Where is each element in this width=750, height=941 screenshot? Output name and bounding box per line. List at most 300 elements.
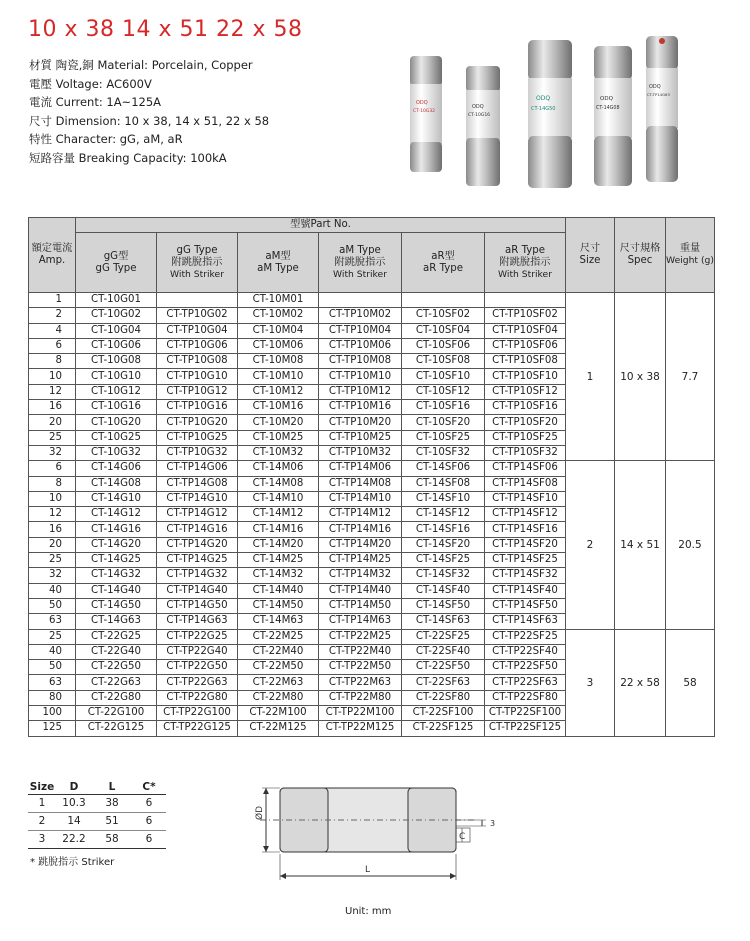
dim-row <box>28 831 166 849</box>
part-number-cell: CT-10M06 <box>238 338 319 353</box>
part-number-cell: CT-10M32 <box>238 445 319 460</box>
part-number-cell <box>157 293 238 308</box>
header-gg-striker-zh: 附跳脫指示 <box>171 256 223 268</box>
part-number-cell: CT-10M10 <box>238 369 319 384</box>
header-amp <box>29 218 76 293</box>
part-number-cell: CT-TP10SF16 <box>485 400 566 415</box>
dim-cell: 14 <box>56 813 92 831</box>
header-am-zh: aM型 <box>265 250 291 262</box>
part-number-cell: CT-22SF100 <box>402 706 485 721</box>
spec-cell: 10 x 38 <box>615 293 666 461</box>
part-number-cell: CT-14M40 <box>238 583 319 598</box>
header-am-striker-zh: 附跳脫指示 <box>334 256 386 268</box>
header-ar-en: aR Type <box>423 262 463 274</box>
part-number-cell: CT-10SF10 <box>402 369 485 384</box>
part-number-cell: CT-14G10 <box>76 491 157 506</box>
drawing-3-label: 3 <box>490 819 496 828</box>
fuse-1-brand: ODQ <box>416 100 428 106</box>
part-number-cell: CT-10SF12 <box>402 384 485 399</box>
table-row <box>29 293 715 308</box>
dim-cell: 3 <box>28 831 56 849</box>
part-number-cell: CT-10G02 <box>76 308 157 323</box>
part-number-cell: CT-22G80 <box>76 690 157 705</box>
part-number-cell: CT-TP10SF10 <box>485 369 566 384</box>
header-ar <box>402 233 485 293</box>
part-number-cell: CT-10G32 <box>76 445 157 460</box>
part-number-cell: CT-10M04 <box>238 323 319 338</box>
part-number-cell: CT-TP22M40 <box>319 644 402 659</box>
fuse-5 <box>646 36 678 182</box>
spec-material: 材質 陶瓷,銅 Material: Porcelain, Copper <box>29 58 253 72</box>
part-number-cell <box>402 293 485 308</box>
amp-cell: 2 <box>29 308 76 323</box>
part-number-cell: CT-TP14M08 <box>319 476 402 491</box>
amp-cell: 4 <box>29 323 76 338</box>
fuse-5-model: CT-TP14G63 <box>647 92 670 97</box>
table-row <box>29 461 715 476</box>
part-number-cell: CT-14M50 <box>238 598 319 613</box>
fuse-product-photo <box>404 36 704 196</box>
part-number-cell: CT-22M25 <box>238 629 319 644</box>
amp-cell: 16 <box>29 522 76 537</box>
part-number-cell: CT-14SF12 <box>402 507 485 522</box>
unit-label: Unit: mm <box>345 906 392 917</box>
part-number-cell: CT-10G16 <box>76 400 157 415</box>
header-ar-zh: aR型 <box>431 250 455 262</box>
part-number-cell: CT-22G125 <box>76 721 157 736</box>
part-number-cell: CT-TP10M12 <box>319 384 402 399</box>
dim-cell: 6 <box>132 831 166 849</box>
header-amp-zh: 額定電流 <box>31 243 73 254</box>
part-number-cell: CT-10SF06 <box>402 338 485 353</box>
part-number-cell: CT-14M06 <box>238 461 319 476</box>
part-number-cell: CT-TP10G10 <box>157 369 238 384</box>
part-number-cell: CT-TP14G50 <box>157 598 238 613</box>
part-number-cell: CT-22M100 <box>238 706 319 721</box>
amp-cell: 125 <box>29 721 76 736</box>
dim-row <box>28 795 166 813</box>
header-size-en: Size <box>579 255 601 266</box>
amp-cell: 80 <box>29 690 76 705</box>
part-number-cell: CT-TP22G100 <box>157 706 238 721</box>
fuse-2-brand: ODQ <box>472 104 484 110</box>
header-ar-striker-en: With Striker <box>498 268 552 280</box>
part-number-cell: CT-TP10G06 <box>157 338 238 353</box>
part-number-cell: CT-14SF06 <box>402 461 485 476</box>
part-number-cell: CT-14G20 <box>76 537 157 552</box>
part-number-cell: CT-TP14SF16 <box>485 522 566 537</box>
part-number-cell: CT-TP14G25 <box>157 553 238 568</box>
amp-cell: 12 <box>29 507 76 522</box>
part-number-cell: CT-10G12 <box>76 384 157 399</box>
part-number-cell: CT-14G40 <box>76 583 157 598</box>
part-number-cell: CT-14SF20 <box>402 537 485 552</box>
amp-cell: 8 <box>29 476 76 491</box>
header-gg-en: gG Type <box>95 262 137 274</box>
part-number-cell: CT-TP10G32 <box>157 445 238 460</box>
part-number-cell: CT-TP10SF04 <box>485 323 566 338</box>
header-am <box>238 233 319 293</box>
fuse-5-brand: ODQ <box>649 84 661 90</box>
amp-cell: 25 <box>29 553 76 568</box>
header-am-en: aM Type <box>257 262 299 274</box>
weight-cell: 20.5 <box>666 461 715 629</box>
fuse-1 <box>410 56 442 172</box>
part-number-cell: CT-22M80 <box>238 690 319 705</box>
part-number-cell: CT-22G50 <box>76 660 157 675</box>
part-number-cell: CT-10G25 <box>76 430 157 445</box>
part-number-cell: CT-10M02 <box>238 308 319 323</box>
part-number-cell: CT-14SF32 <box>402 568 485 583</box>
part-number-cell: CT-TP10M10 <box>319 369 402 384</box>
spec-cell: 14 x 51 <box>615 461 666 629</box>
part-number-cell: CT-14G08 <box>76 476 157 491</box>
fuse-3-brand: ODQ <box>536 95 551 102</box>
part-number-cell: CT-TP14SF32 <box>485 568 566 583</box>
part-number-cell <box>485 293 566 308</box>
part-number-cell: CT-TP10G25 <box>157 430 238 445</box>
header-amp-en: Amp. <box>38 255 66 266</box>
part-number-cell: CT-TP10SF20 <box>485 415 566 430</box>
part-number-cell: CT-10SF04 <box>402 323 485 338</box>
part-number-cell: CT-TP22G25 <box>157 629 238 644</box>
part-number-cell: CT-TP10M16 <box>319 400 402 415</box>
part-number-cell: CT-TP14M63 <box>319 614 402 629</box>
part-number-cell: CT-TP22M100 <box>319 706 402 721</box>
part-number-cell: CT-TP22SF100 <box>485 706 566 721</box>
part-number-cell: CT-14G32 <box>76 568 157 583</box>
drawing-c-label: C <box>459 832 466 842</box>
header-ar-striker-type: aR Type <box>505 244 545 256</box>
amp-cell: 63 <box>29 675 76 690</box>
fuse-dimension-drawing <box>240 780 520 890</box>
part-number-cell: CT-10G04 <box>76 323 157 338</box>
spec-dimension: 尺寸 Dimension: 10 x 38, 14 x 51, 22 x 58 <box>29 113 270 128</box>
part-number-cell: CT-22G100 <box>76 706 157 721</box>
header-size-zh: 尺寸 <box>579 243 601 254</box>
part-number-cell: CT-TP10M20 <box>319 415 402 430</box>
part-number-cell: CT-22G25 <box>76 629 157 644</box>
part-number-cell: CT-TP14M12 <box>319 507 402 522</box>
spec-cell: 22 x 58 <box>615 629 666 736</box>
header-gg-striker-type: gG Type <box>176 244 218 256</box>
part-number-cell: CT-TP14G20 <box>157 537 238 552</box>
part-number-cell: CT-10M25 <box>238 430 319 445</box>
part-number-cell: CT-10M08 <box>238 354 319 369</box>
header-ar-striker-zh: 附跳脫指示 <box>499 256 551 268</box>
part-number-cell: CT-TP14G40 <box>157 583 238 598</box>
fuse-4-model: CT-14G08 <box>596 106 620 111</box>
part-number-cell: CT-TP22G125 <box>157 721 238 736</box>
spec-character: 特性 Character: gG, aM, aR <box>29 132 183 147</box>
part-number-cell <box>319 293 402 308</box>
header-size <box>566 218 615 293</box>
part-number-cell: CT-TP10G08 <box>157 354 238 369</box>
part-number-cell: CT-TP10SF08 <box>485 354 566 369</box>
part-number-cell: CT-TP14SF20 <box>485 537 566 552</box>
amp-cell: 25 <box>29 430 76 445</box>
part-number-cell: CT-TP14SF12 <box>485 507 566 522</box>
part-number-cell: CT-TP22G80 <box>157 690 238 705</box>
part-number-cell: CT-TP10SF25 <box>485 430 566 445</box>
header-gg-striker-en: With Striker <box>170 268 224 280</box>
part-number-cell: CT-10G08 <box>76 354 157 369</box>
part-number-cell: CT-TP10M08 <box>319 354 402 369</box>
header-gg-striker <box>157 233 238 293</box>
part-number-cell: CT-TP14G10 <box>157 491 238 506</box>
fuse-2 <box>466 66 500 186</box>
dim-header-size: Size <box>29 781 55 793</box>
header-weight <box>666 218 715 293</box>
amp-cell: 50 <box>29 598 76 613</box>
amp-cell: 32 <box>29 568 76 583</box>
part-number-cell: CT-14M08 <box>238 476 319 491</box>
part-number-cell: CT-10G01 <box>76 293 157 308</box>
header-gg-zh: gG型 <box>103 250 129 262</box>
part-number-cell: CT-TP14G12 <box>157 507 238 522</box>
dim-header-c: C* <box>132 780 166 795</box>
table-row <box>29 629 715 644</box>
amp-cell: 100 <box>29 706 76 721</box>
header-weight-zh: 重量 <box>679 243 701 254</box>
part-number-cell: CT-TP14M10 <box>319 491 402 506</box>
part-number-cell: CT-TP14M25 <box>319 553 402 568</box>
part-number-cell: CT-22SF25 <box>402 629 485 644</box>
amp-cell: 6 <box>29 338 76 353</box>
part-number-cell: CT-TP14SF40 <box>485 583 566 598</box>
amp-cell: 10 <box>29 491 76 506</box>
part-number-cell: CT-14SF40 <box>402 583 485 598</box>
striker-footnote: * 跳脫指示 Striker <box>30 857 115 868</box>
part-number-cell: CT-10SF20 <box>402 415 485 430</box>
part-number-cell: CT-14G50 <box>76 598 157 613</box>
amp-cell: 8 <box>29 354 76 369</box>
amp-cell: 20 <box>29 537 76 552</box>
part-number-cell: CT-TP10G16 <box>157 400 238 415</box>
dim-cell: 10.3 <box>56 795 92 813</box>
fuse-2-model: CT-10G16 <box>468 113 491 118</box>
part-number-cell: CT-TP10M06 <box>319 338 402 353</box>
part-number-cell: CT-10M20 <box>238 415 319 430</box>
part-number-cell: CT-10M16 <box>238 400 319 415</box>
spec-breaking-capacity: 短路容量 Breaking Capacity: 100kA <box>29 150 227 165</box>
part-number-cell: CT-TP22M80 <box>319 690 402 705</box>
part-number-cell: CT-TP14G06 <box>157 461 238 476</box>
part-number-cell: CT-TP22M63 <box>319 675 402 690</box>
part-number-cell: CT-14G25 <box>76 553 157 568</box>
part-number-cell: CT-TP22M50 <box>319 660 402 675</box>
dim-cell: 6 <box>132 795 166 813</box>
amp-cell: 32 <box>29 445 76 460</box>
part-number-cell: CT-TP14M20 <box>319 537 402 552</box>
part-number-cell: CT-TP14SF63 <box>485 614 566 629</box>
part-number-cell: CT-22SF40 <box>402 644 485 659</box>
part-number-cell: CT-14M20 <box>238 537 319 552</box>
size-cell: 3 <box>566 629 615 736</box>
part-number-cell: CT-TP22G40 <box>157 644 238 659</box>
part-number-cell: CT-TP10SF12 <box>485 384 566 399</box>
part-number-cell: CT-TP22M25 <box>319 629 402 644</box>
dim-cell: 38 <box>92 795 132 813</box>
part-number-cell: CT-TP22SF80 <box>485 690 566 705</box>
part-number-cell: CT-22SF125 <box>402 721 485 736</box>
part-number-cell: CT-22M63 <box>238 675 319 690</box>
dim-cell: 2 <box>28 813 56 831</box>
weight-cell: 7.7 <box>666 293 715 461</box>
header-am-striker <box>319 233 402 293</box>
part-number-cell: CT-10M01 <box>238 293 319 308</box>
size-cell: 1 <box>566 293 615 461</box>
header-gg <box>76 233 157 293</box>
dimension-table <box>28 780 166 849</box>
fuse-3-model: CT-14G50 <box>531 106 556 112</box>
amp-cell: 50 <box>29 660 76 675</box>
part-number-cell: CT-TP14SF10 <box>485 491 566 506</box>
fuse-4-brand: ODQ <box>600 96 613 102</box>
part-number-cell: CT-22M50 <box>238 660 319 675</box>
part-number-cell: CT-TP10SF32 <box>485 445 566 460</box>
header-spec <box>615 218 666 293</box>
part-number-cell: CT-14M10 <box>238 491 319 506</box>
part-number-cell: CT-14G16 <box>76 522 157 537</box>
part-number-cell: CT-TP14M32 <box>319 568 402 583</box>
part-number-cell: CT-10G20 <box>76 415 157 430</box>
drawing-l-label: L <box>365 865 371 875</box>
part-number-cell: CT-TP14SF50 <box>485 598 566 613</box>
dim-cell: 1 <box>28 795 56 813</box>
dim-cell: 6 <box>132 813 166 831</box>
part-number-table <box>28 217 715 737</box>
amp-cell: 40 <box>29 644 76 659</box>
amp-cell: 10 <box>29 369 76 384</box>
amp-cell: 1 <box>29 293 76 308</box>
amp-cell: 20 <box>29 415 76 430</box>
header-ar-striker <box>485 233 566 293</box>
part-number-cell: CT-10SF02 <box>402 308 485 323</box>
part-number-cell: CT-TP14G63 <box>157 614 238 629</box>
dim-header-l: L <box>92 780 132 795</box>
part-number-cell: CT-10M12 <box>238 384 319 399</box>
drawing-d-label: ØD <box>255 805 265 820</box>
part-number-cell: CT-TP14SF08 <box>485 476 566 491</box>
part-number-cell: CT-14SF10 <box>402 491 485 506</box>
part-number-cell: CT-TP10M04 <box>319 323 402 338</box>
part-number-cell: CT-TP10SF02 <box>485 308 566 323</box>
fuse-3 <box>528 40 572 188</box>
part-number-cell: CT-22G63 <box>76 675 157 690</box>
amp-cell: 16 <box>29 400 76 415</box>
part-number-cell: CT-14SF16 <box>402 522 485 537</box>
fuse-1-model: CT-10G32 <box>413 109 436 114</box>
part-number-cell: CT-22SF80 <box>402 690 485 705</box>
spec-voltage: 電壓 Voltage: AC600V <box>29 76 152 91</box>
size-cell: 2 <box>566 461 615 629</box>
part-number-cell: CT-14SF50 <box>402 598 485 613</box>
header-am-striker-type: aM Type <box>339 244 381 256</box>
part-number-cell: CT-TP22SF50 <box>485 660 566 675</box>
part-number-table-body <box>29 293 715 737</box>
part-number-cell: CT-10SF32 <box>402 445 485 460</box>
dim-row <box>28 813 166 831</box>
header-am-striker-en: With Striker <box>333 268 387 280</box>
part-number-cell: CT-14SF25 <box>402 553 485 568</box>
part-number-cell: CT-TP10M25 <box>319 430 402 445</box>
spec-current: 電流 Current: 1A~125A <box>29 95 162 110</box>
amp-cell: 6 <box>29 461 76 476</box>
fuse-4 <box>594 46 632 186</box>
part-number-cell: CT-TP14M50 <box>319 598 402 613</box>
part-number-cell: CT-14M12 <box>238 507 319 522</box>
part-number-cell: CT-14SF08 <box>402 476 485 491</box>
part-number-cell: CT-TP10SF06 <box>485 338 566 353</box>
part-number-cell: CT-TP10G20 <box>157 415 238 430</box>
part-number-cell: CT-TP22SF40 <box>485 644 566 659</box>
part-number-cell: CT-TP14M06 <box>319 461 402 476</box>
part-number-cell: CT-TP14M16 <box>319 522 402 537</box>
part-number-cell: CT-10SF08 <box>402 354 485 369</box>
part-number-cell: CT-TP14SF06 <box>485 461 566 476</box>
part-number-cell: CT-14M32 <box>238 568 319 583</box>
part-number-cell: CT-TP14M40 <box>319 583 402 598</box>
part-number-cell: CT-10G06 <box>76 338 157 353</box>
part-number-cell: CT-14M16 <box>238 522 319 537</box>
part-number-cell: CT-10G10 <box>76 369 157 384</box>
part-number-cell: CT-14G63 <box>76 614 157 629</box>
part-number-cell: CT-14G12 <box>76 507 157 522</box>
part-number-cell: CT-22SF50 <box>402 660 485 675</box>
amp-cell: 12 <box>29 384 76 399</box>
part-number-cell: CT-TP22SF63 <box>485 675 566 690</box>
part-number-cell: CT-TP22M125 <box>319 721 402 736</box>
header-spec-zh: 尺寸規格 <box>619 243 661 254</box>
part-number-cell: CT-TP22G50 <box>157 660 238 675</box>
amp-cell: 40 <box>29 583 76 598</box>
dim-cell: 58 <box>92 831 132 849</box>
part-number-cell: CT-22SF63 <box>402 675 485 690</box>
part-number-cell: CT-14SF63 <box>402 614 485 629</box>
part-number-cell: CT-TP22G63 <box>157 675 238 690</box>
part-number-cell: CT-TP10G12 <box>157 384 238 399</box>
part-number-cell: CT-TP10G04 <box>157 323 238 338</box>
part-number-cell: CT-14G06 <box>76 461 157 476</box>
part-number-cell: CT-TP10M32 <box>319 445 402 460</box>
header-weight-en: Weight (g) <box>666 255 714 266</box>
part-number-cell: CT-TP14G16 <box>157 522 238 537</box>
part-number-cell: CT-14M63 <box>238 614 319 629</box>
part-number-cell: CT-10SF16 <box>402 400 485 415</box>
dim-cell: 51 <box>92 813 132 831</box>
part-number-cell: CT-TP14SF25 <box>485 553 566 568</box>
part-number-cell: CT-22M40 <box>238 644 319 659</box>
amp-cell: 25 <box>29 629 76 644</box>
part-number-cell: CT-10SF25 <box>402 430 485 445</box>
part-number-cell: CT-TP14G32 <box>157 568 238 583</box>
part-number-cell: CT-TP10M02 <box>319 308 402 323</box>
part-number-cell: CT-14M25 <box>238 553 319 568</box>
part-number-cell: CT-22G40 <box>76 644 157 659</box>
part-number-cell: CT-TP14G08 <box>157 476 238 491</box>
weight-cell: 58 <box>666 629 715 736</box>
dim-cell: 22.2 <box>56 831 92 849</box>
part-number-cell: CT-TP22SF25 <box>485 629 566 644</box>
page-title: 10 x 38 14 x 51 22 x 58 <box>28 17 303 42</box>
spec-list <box>29 56 269 168</box>
dim-header-d: D <box>56 780 92 795</box>
header-part-no: 型號Part No. <box>76 218 566 233</box>
part-number-cell: CT-TP10G02 <box>157 308 238 323</box>
part-number-cell: CT-22M125 <box>238 721 319 736</box>
amp-cell: 63 <box>29 614 76 629</box>
